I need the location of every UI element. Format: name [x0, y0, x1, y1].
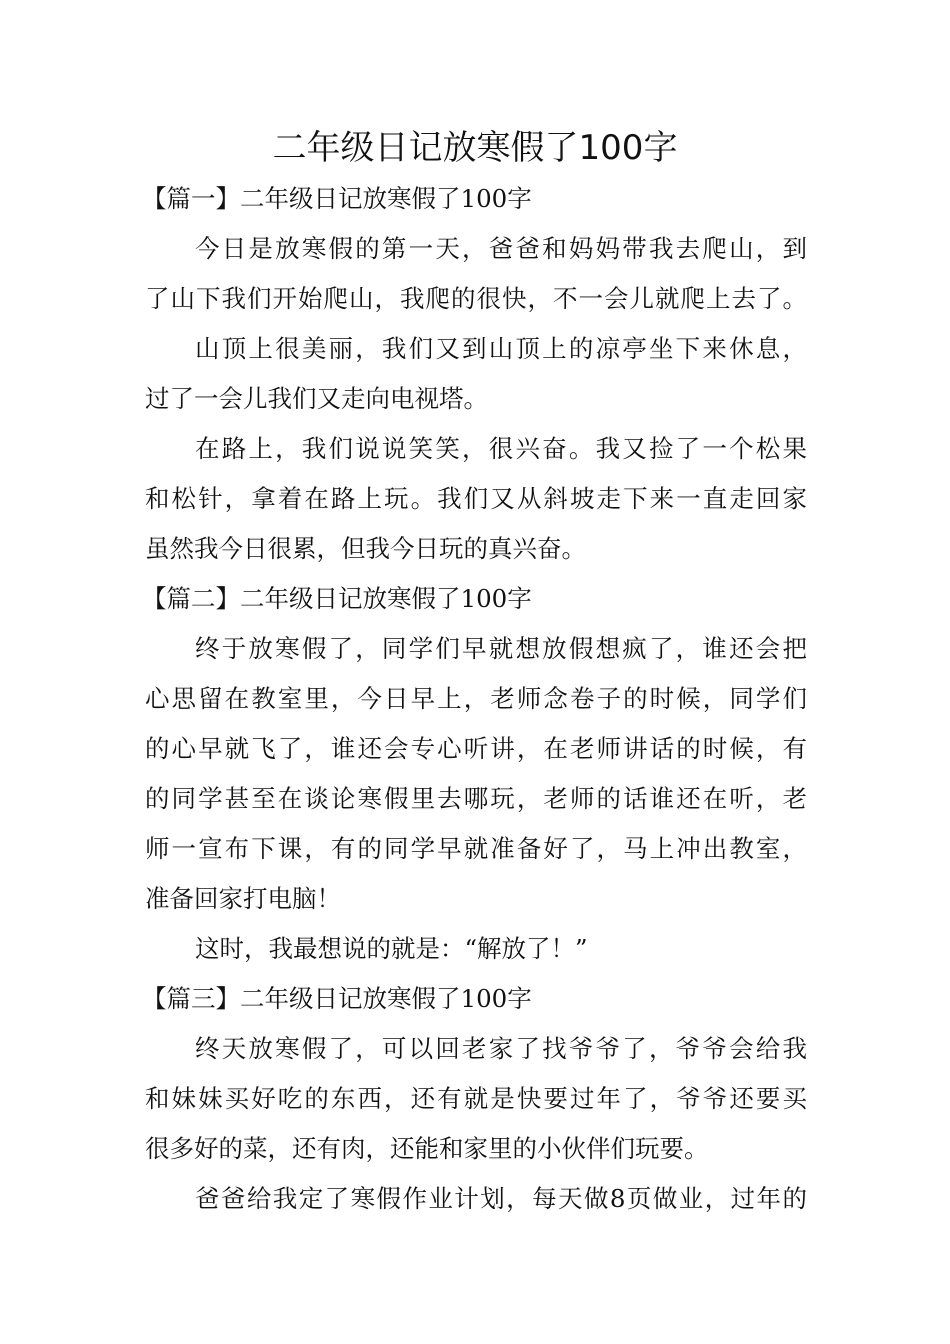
section-heading-2: 【篇二】二年级日记放寒假了100字 [142, 584, 532, 613]
document-body [142, 174, 807, 1224]
paragraph-line: 和妹妹买好吃的东西，还有就是快要过年了，爷爷还要买 [145, 1084, 807, 1113]
paragraph-line: 终于放寒假了，同学们早就想放假想疯了，谁还会把 [195, 634, 807, 663]
section-heading-1: 【篇一】二年级日记放寒假了100字 [142, 184, 532, 213]
paragraph-line: 在路上，我们说说笑笑，很兴奋。我又捡了一个松果 [195, 434, 807, 463]
paragraph-line: 和松针，拿着在路上玩。我们又从斜坡走下来一直走回家 [145, 484, 807, 513]
paragraph-line: 这时，我最想说的就是：“解放了！” [195, 934, 588, 963]
paragraph-line: 的心早就飞了，谁还会专心听讲，在老师讲话的时候，有 [145, 734, 807, 763]
paragraph-line: 虽然我今日很累，但我今日玩的真兴奋。 [145, 534, 586, 563]
paragraph-line: 很多好的菜，还有肉，还能和家里的小伙伴们玩要。 [145, 1134, 709, 1163]
document-title: 二年级日记放寒假了100字 [272, 128, 678, 168]
paragraph-line: 爸爸给我定了寒假作业计划，每天做8页做业，过年的 [195, 1184, 807, 1213]
section-heading-3: 【篇三】二年级日记放寒假了100字 [142, 984, 532, 1013]
paragraph-line: 终天放寒假了，可以回老家了找爷爷了，爷爷会给我 [195, 1034, 807, 1063]
paragraph-line: 心思留在教室里，今日早上，老师念卷子的时候，同学们 [145, 684, 807, 713]
paragraph-line: 山顶上很美丽，我们又到山顶上的凉亭坐下来休息， [195, 334, 807, 363]
paragraph-line: 准备回家打电脑！ [145, 884, 341, 913]
paragraph-line: 过了一会儿我们又走向电视塔。 [145, 384, 488, 413]
paragraph-line: 的同学甚至在谈论寒假里去哪玩，老师的话谁还在听，老 [145, 784, 807, 813]
paragraph-line: 师一宣布下课，有的同学早就准备好了，马上冲出教室， [145, 834, 807, 863]
paragraph-line: 了山下我们开始爬山，我爬的很快，不一会儿就爬上去了。 [145, 284, 807, 313]
paragraph-line: 今日是放寒假的第一天，爸爸和妈妈带我去爬山，到 [195, 234, 807, 263]
